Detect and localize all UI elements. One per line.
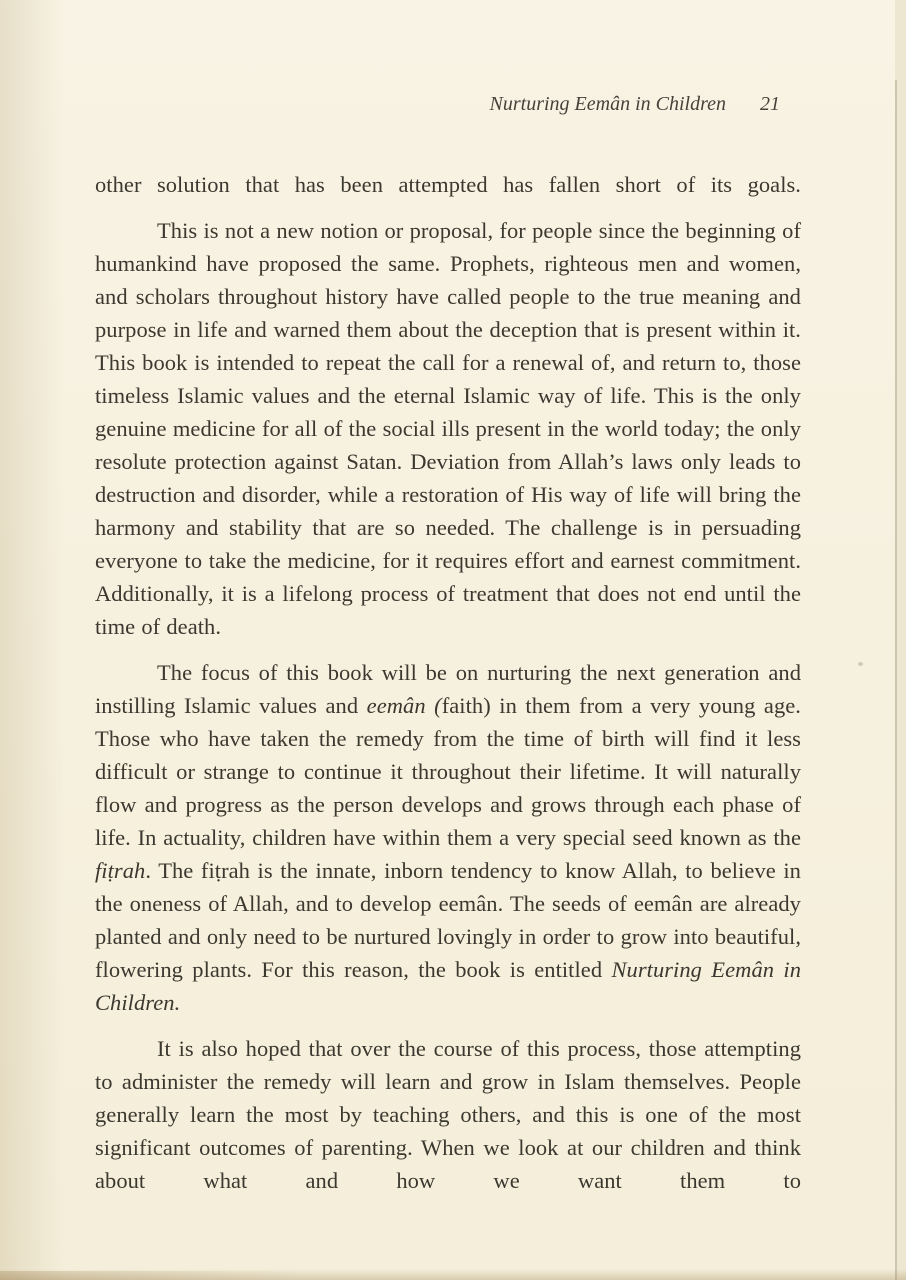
scan-speck: [858, 662, 863, 666]
body-text: This is not a new notion or proposal, for people since the beginning of humankind have proposed the same. Prophets, righteous men and women, and scholars throughout history have called people to the true meaning and purpose in life and warned them about the deception that is present within it. This book is intended to repeat the call for a renewal of, and return to, those timeless Islamic values and the eternal Islamic way of life. This is the only genuine medicine for all of the social ills present in the world today; the only resolute protection against Satan. Deviation from Allah’s laws only leads to destruction and disorder, while a restoration of His way of life will bring the harmony and stability that are so needed. The challenge is in persuading everyone to take the medicine, for it requires effort and earnest commitment. Additionally, it is a lifelong process of treatment that does not end until the time of death.: [95, 218, 801, 639]
left-edge-shading: [0, 0, 64, 1280]
italic-text: fiṭrah: [95, 858, 146, 883]
italic-text: eemân (: [366, 693, 442, 718]
body-text: It is also hoped that over the course of this process, those attempting to administer the remedy will learn and grow in Islam themselves. People generally learn the most by teaching others, and this is one of the most significant outcomes of parenting. When we look at our children and think about what and how we want them to: [95, 1036, 801, 1193]
running-head-title: Nurturing Eemân in Children: [489, 93, 726, 115]
page-edge-line: [895, 80, 897, 1280]
body-text: other solution that has been attempted has fallen short of its goals.: [95, 172, 801, 197]
right-page-edge: [895, 0, 906, 1280]
body-text: . The fiṭrah is the innate, inborn tendency to know Allah, to believe in the oneness of Allah, and to develop eemân. The seeds of eemân are already planted and only need to be nurtured lovingly in order to grow into beautiful, flowering plants. For this reason, the book is entitled: [95, 858, 801, 982]
bottom-edge-shadow: [0, 1269, 906, 1280]
text-block: [95, 168, 801, 1210]
italic-text: Nurturing Eemân in Children.: [95, 957, 801, 1015]
paragraph: [95, 1032, 801, 1197]
body-text: faith) in them from a very young age. Those who have taken the remedy from the time of birth will find it less difficult or strange to continue it throughout their lifetime. It will naturally flow and progress as the person develops and grows through each phase of life. In actuality, children have within them a very special seed known as the: [95, 693, 801, 850]
paragraph: [95, 168, 801, 201]
bottom-left-edge-shadow: [0, 1271, 300, 1280]
running-head: [95, 92, 780, 116]
page-number: 21: [760, 93, 780, 115]
paragraph: [95, 656, 801, 1019]
paragraph: [95, 214, 801, 643]
body-text: The focus of this book will be on nurturing the next generation and instilling Islamic values and: [95, 660, 801, 718]
